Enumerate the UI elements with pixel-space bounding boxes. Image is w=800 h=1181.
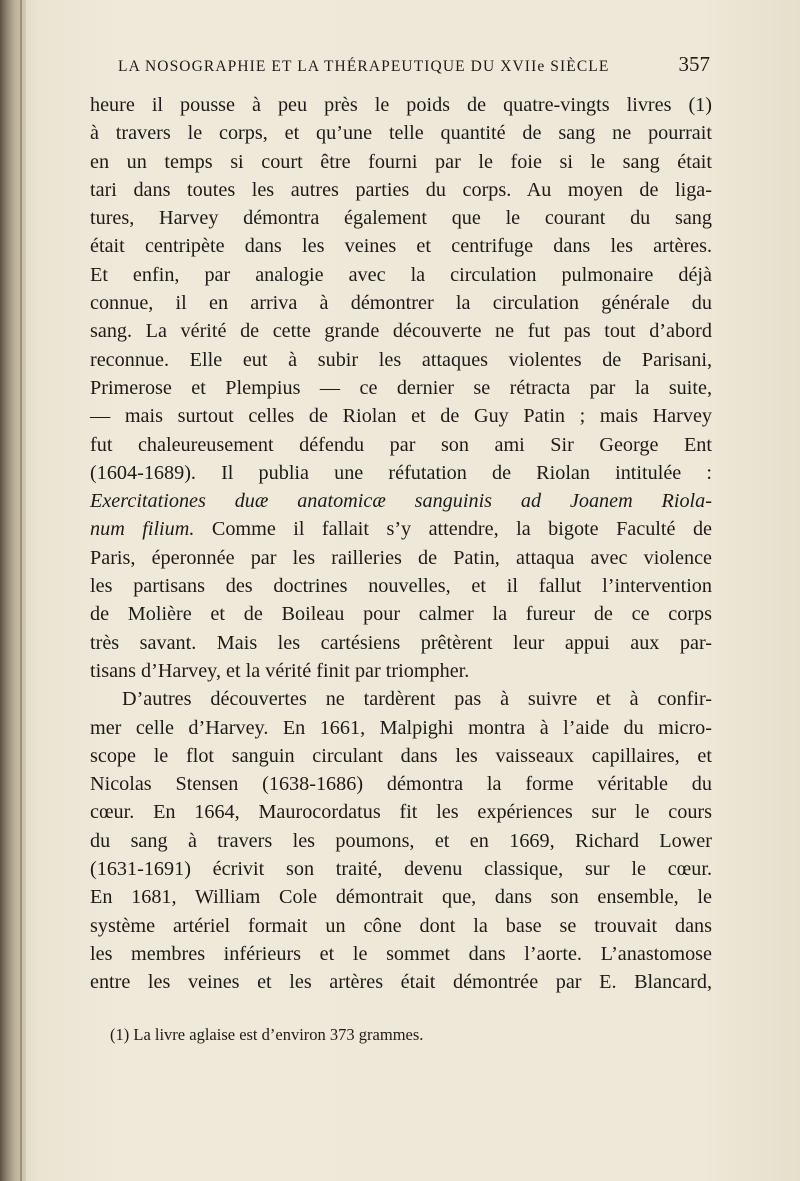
text-line: cœur. En 1664, Maurocordatus fit les expériences sur le cours xyxy=(90,801,712,824)
text-line: (1631-1691) écrivit son traité, devenu classique, sur le cœur. xyxy=(90,858,712,881)
text-line: fut chaleureusement défendu par son ami Sir George Ent xyxy=(90,433,712,456)
mixed-text-line xyxy=(90,515,712,543)
text-line: Paris, éperonnée par les railleries de Patin, attaqua avec violence xyxy=(90,546,712,569)
text-line: était centripète dans les veines et centrifuge dans les artères. xyxy=(90,235,712,258)
text-line: reconnue. Elle eut à subir les attaques violentes de Parisani, xyxy=(90,348,712,371)
italic-title-end: num filium. xyxy=(90,518,195,541)
text-line: connue, il en arriva à démontrer la circulation générale du xyxy=(90,292,712,315)
line-continuation: Comme il fallait s’y attendre, la bigote Faculté de xyxy=(194,518,713,541)
text-line: mer celle d’Harvey. En 1661, Malpighi montra à l’aide du micro- xyxy=(90,716,712,739)
page-header xyxy=(118,52,710,82)
text-line: les partisans des doctrines nouvelles, et il fallut l’intervention xyxy=(90,575,712,598)
text-line: Primerose et Plempius — ce dernier se rétracta par la suite, xyxy=(90,376,712,399)
paragraph-start-line: D’autres découvertes ne tardèrent pas à suivre et à confir- xyxy=(122,688,712,711)
text-line: très savant. Mais les cartésiens prêtèrent leur appui aux par- xyxy=(90,631,712,654)
footnote: (1) La livre aglaise est d’environ 373 grammes. xyxy=(110,1025,424,1044)
paragraph-end-line: tisans d’Harvey, et la vérité finit par triompher. xyxy=(90,659,470,682)
text-line: système artériel formait un cône dont la base se trouvait dans xyxy=(90,914,712,937)
binding-crease xyxy=(20,0,22,1181)
text-line: heure il pousse à peu près le poids de quatre-vingts livres (1) xyxy=(90,94,712,116)
text-line: à travers le corps, et qu’une telle quantité de sang ne pourrait xyxy=(90,122,712,145)
text-line: de Molière et de Boileau pour calmer la fureur de ce corps xyxy=(90,603,712,626)
page-number: 357 xyxy=(678,52,710,76)
text-line: sang. La vérité de cette grande découverte ne fut pas tout d’abord xyxy=(90,320,712,343)
text-line: du sang à travers les poumons, et en 1669, Richard Lower xyxy=(90,829,712,852)
text-line: scope le flot sanguin circulant dans les vaisseaux capillaires, et xyxy=(90,744,712,767)
body-text xyxy=(90,91,712,997)
page-binding-edge xyxy=(0,0,26,1181)
text-line: les membres inférieurs et le sommet dans l’aorte. L’anastomose xyxy=(90,942,712,965)
text-line: tures, Harvey démontra également que le courant du sang xyxy=(90,207,712,230)
text-line: Nicolas Stensen (1638-1686) démontra la forme véritable du xyxy=(90,773,712,796)
text-line: En 1681, William Cole démontrait que, dans son ensemble, le xyxy=(90,886,712,909)
text-line: entre les veines et les artères était démontrée par E. Blancard, xyxy=(90,971,712,994)
running-title: LA NOSOGRAPHIE ET LA THÉRAPEUTIQUE DU XVIIe SIÈCLE xyxy=(118,58,610,75)
text-line: en un temps si court être fourni par le foie si le sang était xyxy=(90,150,712,173)
text-line: tari dans toutes les autres parties du corps. Au moyen de liga- xyxy=(90,178,712,201)
text-line: (1604-1689). Il publia une réfutation de Riolan intitulée : xyxy=(90,461,712,484)
text-line: — mais surtout celles de Riolan et de Guy Patin ; mais Harvey xyxy=(90,405,712,428)
italic-title-line: Exercitationes duæ anatomicæ sanguinis ad Joanem Riola- xyxy=(90,490,712,513)
text-line: Et enfin, par analogie avec la circulation pulmonaire déjà xyxy=(90,263,712,286)
